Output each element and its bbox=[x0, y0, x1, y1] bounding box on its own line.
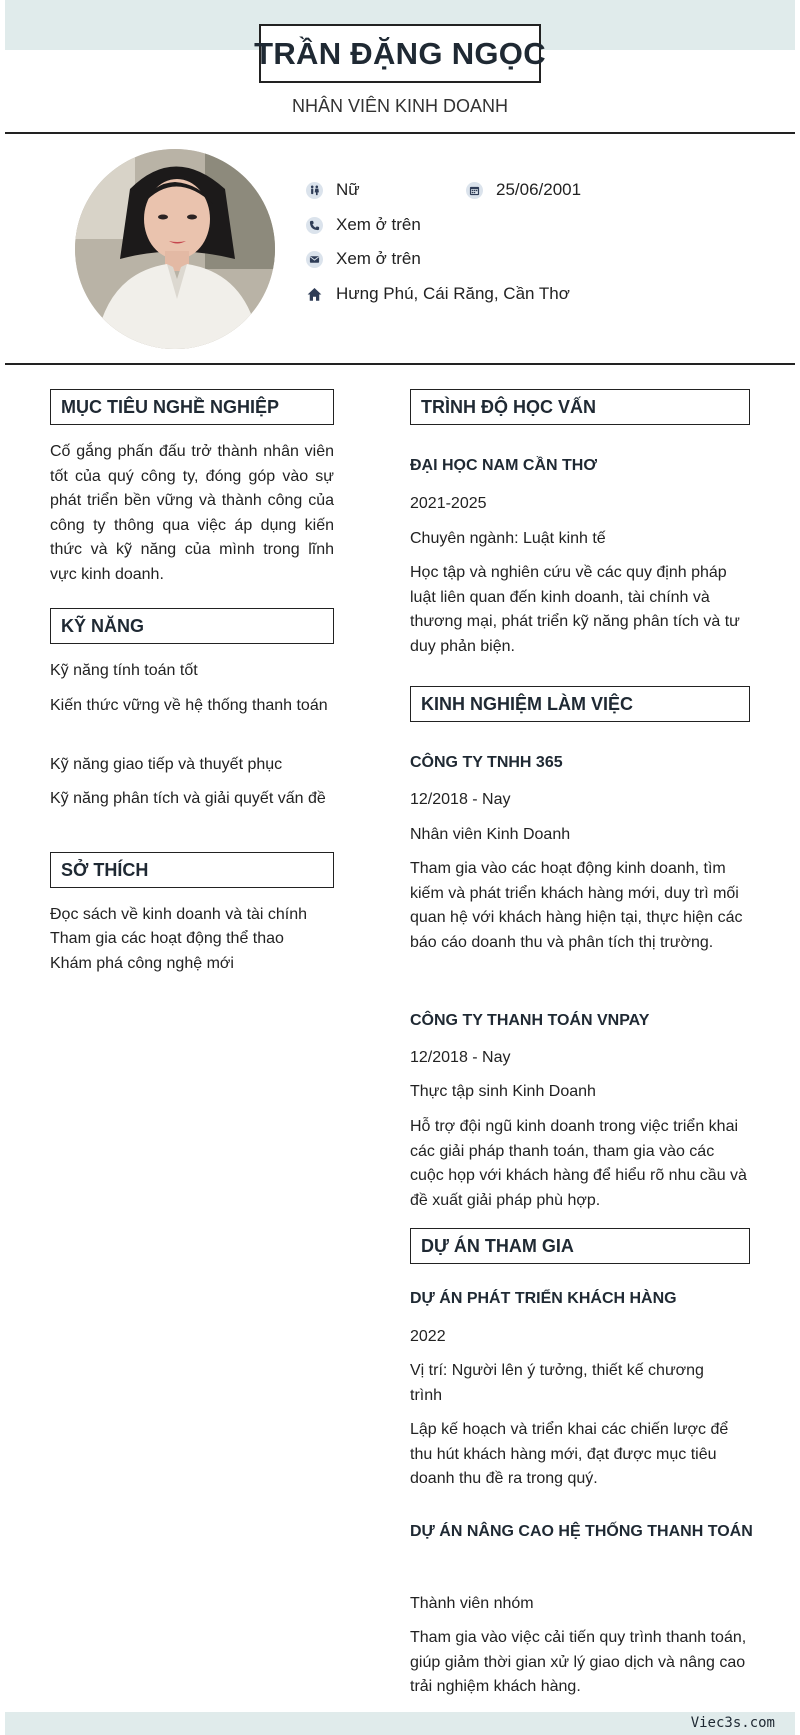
project-role: Vị trí: Người lên ý tưởng, thiết kế chương trình bbox=[410, 1362, 704, 1404]
candidate-name: TRẦN ĐẶNG NGỌC bbox=[254, 35, 546, 71]
home-icon bbox=[306, 286, 323, 303]
project-role: Thành viên nhóm bbox=[410, 1595, 534, 1612]
job-period: 12/2018 - Nay bbox=[410, 1049, 511, 1066]
job-position: Thực tập sinh Kinh Doanh bbox=[410, 1083, 596, 1100]
header-divider bbox=[5, 132, 795, 134]
education-description: Học tập và nghiên cứu về các quy định pháp luật liên quan đến kinh doanh, tài chính và thương mại, phát triển kỹ năng phân tích và tư duy phản biện. bbox=[410, 564, 740, 655]
experience-heading: KINH NGHIỆM LÀM VIỆC bbox=[410, 686, 750, 722]
hobby-item: Khám phá công nghệ mới bbox=[50, 955, 234, 972]
email-icon bbox=[306, 251, 323, 268]
birthdate-row bbox=[466, 180, 581, 200]
gender-value: Nữ bbox=[336, 180, 360, 199]
skill-item: Kiến thức vững về hệ thống thanh toán bbox=[50, 697, 328, 714]
company-name: CÔNG TY THANH TOÁN VNPAY bbox=[410, 1012, 650, 1029]
email-row bbox=[306, 249, 421, 269]
profile-divider bbox=[5, 363, 795, 365]
phone-value: Xem ở trên bbox=[336, 215, 421, 234]
project-description: Lập kế hoạch và triển khai các chiến lược để thu hút khách hàng mới, đạt được mục tiêu doanh thu đề ra trong quý. bbox=[410, 1421, 729, 1487]
job-description: Tham gia vào các hoạt động kinh doanh, tìm kiếm và phát triển khách hàng mới, duy trì mối quan hệ với khách hàng hiện tại, thực hiện các báo cáo doanh thu và phân tích thị trường. bbox=[410, 860, 743, 951]
profile-photo bbox=[75, 149, 275, 349]
objective-heading: MỤC TIÊU NGHỀ NGHIỆP bbox=[50, 389, 334, 425]
job-period: 12/2018 - Nay bbox=[410, 791, 511, 808]
address-value: Hưng Phú, Cái Răng, Cần Thơ bbox=[336, 284, 570, 303]
objective-text: Cố gắng phấn đấu trở thành nhân viên tốt của quý công ty, đóng góp vào sự phát triển bền vững và thành công của công ty thông qua việc áp dụng kiến thức và kỹ năng của mình trong lĩnh vực kinh doanh. bbox=[50, 443, 334, 583]
watermark: Viec3s.com bbox=[690, 1715, 775, 1731]
gender-icon bbox=[306, 182, 323, 199]
education-period: 2021-2025 bbox=[410, 495, 487, 512]
phone-icon bbox=[306, 217, 323, 234]
address-row bbox=[306, 284, 570, 304]
calendar-icon bbox=[466, 182, 483, 199]
project-description: Tham gia vào việc cải tiến quy trình thanh toán, giúp giảm thời gian xử lý giao dịch và nâng cao trải nghiệm khách hàng. bbox=[410, 1629, 747, 1695]
education-heading: TRÌNH ĐỘ HỌC VẤN bbox=[410, 389, 750, 425]
job-title: NHÂN VIÊN KINH DOANH bbox=[291, 96, 509, 116]
hobby-item: Đọc sách về kinh doanh và tài chính bbox=[50, 906, 308, 923]
email-value: Xem ở trên bbox=[336, 249, 421, 268]
job-position: Nhân viên Kinh Doanh bbox=[410, 826, 571, 843]
school-name: ĐẠI HỌC NAM CẦN THƠ bbox=[410, 457, 597, 474]
phone-row bbox=[306, 215, 421, 235]
skill-item: Kỹ năng phân tích và giải quyết vấn đề bbox=[50, 790, 326, 807]
project-name: DỰ ÁN PHÁT TRIỂN KHÁCH HÀNG bbox=[410, 1290, 677, 1307]
projects-heading: DỰ ÁN THAM GIA bbox=[410, 1228, 750, 1264]
skills-heading: KỸ NĂNG bbox=[50, 608, 334, 644]
hobbies-heading: SỞ THÍCH bbox=[50, 852, 334, 888]
bottom-band bbox=[5, 1712, 795, 1735]
name-box bbox=[254, 24, 546, 83]
gender-row bbox=[306, 180, 360, 200]
skill-item: Kỹ năng tính toán tốt bbox=[50, 662, 198, 679]
job-description: Hỗ trợ đội ngũ kinh doanh trong việc triển khai các giải pháp thanh toán, tham gia vào các cuộc họp với khách hàng để hiểu rõ nhu cầu và đề xuất giải pháp phù hợp. bbox=[410, 1118, 747, 1209]
hobby-item: Tham gia các hoạt động thể thao bbox=[50, 930, 284, 947]
education-major: Chuyên ngành: Luật kinh tế bbox=[410, 530, 606, 547]
project-period: 2022 bbox=[410, 1328, 446, 1345]
birthdate-value: 25/06/2001 bbox=[496, 180, 582, 199]
company-name: CÔNG TY TNHH 365 bbox=[410, 754, 563, 771]
project-name: DỰ ÁN NÂNG CAO HỆ THỐNG THANH TOÁN bbox=[410, 1523, 753, 1540]
skill-item: Kỹ năng giao tiếp và thuyết phục bbox=[50, 756, 283, 773]
